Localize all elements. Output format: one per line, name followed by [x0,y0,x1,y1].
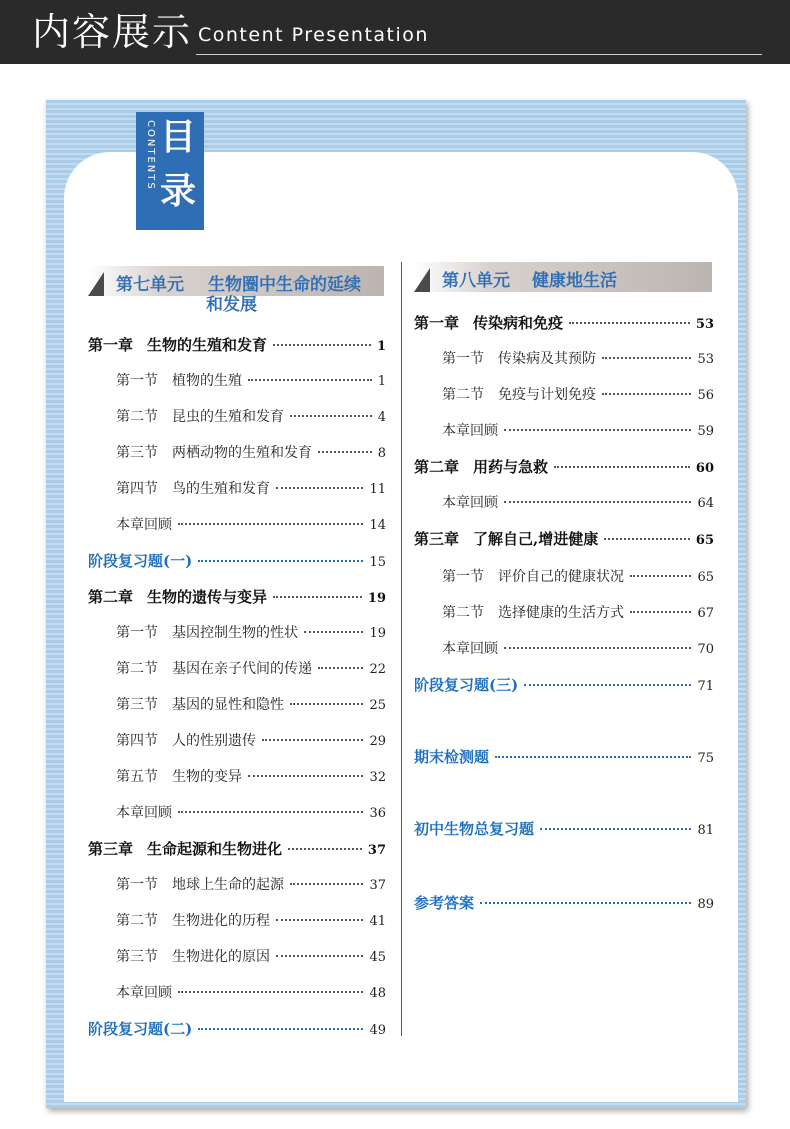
toc-label: 本章回顾 [442,641,498,657]
toc-title: 两栖动物的生殖和发育 [172,445,312,461]
toc-label: 阶段复习题(一) [88,552,193,570]
toc-label: 第四节 [116,733,158,749]
page-number: 53 [697,352,714,367]
dot-leader [504,429,691,431]
toc-title: 生物的变异 [172,769,242,785]
dot-leader [290,883,363,885]
toc-row-sec[interactable] [116,766,386,786]
unit-number: 第八单元 [442,271,510,291]
page-number: 1 [377,374,386,389]
page-number: 53 [695,317,714,332]
dot-leader [178,991,363,993]
page-number: 67 [697,606,714,621]
toc-label: 第二节 [116,661,158,677]
page-number: 29 [369,734,386,749]
dot-leader [290,703,363,705]
toc-label: 期末检测题 [414,748,490,766]
dot-leader [273,596,362,598]
toc-label: 第二章 [88,588,134,606]
toc-title: 了解自己,增进健康 [473,530,599,548]
page-number: 65 [697,570,714,585]
toc-title: 传染病及其预防 [498,351,596,367]
dot-leader [318,667,363,669]
toc-label: 第二节 [116,409,158,425]
dot-leader [276,955,363,957]
dot-leader [569,322,690,324]
page-number: 45 [369,950,386,965]
contents-char-mu: 目 [160,117,197,158]
toc-label: 参考答案 [414,894,475,912]
toc-title: 生物的生殖和发育 [147,336,268,354]
toc-label: 本章回顾 [116,517,172,533]
toc-label: 阶段复习题(三) [414,676,519,694]
page-number: 75 [697,751,714,766]
toc-label: 第一节 [442,351,484,367]
toc-title: 昆虫的生殖和发育 [172,409,284,425]
toc-title: 传染病和免疫 [473,314,564,332]
toc-row-chap[interactable] [88,586,386,606]
toc-title: 基因控制生物的性状 [172,625,298,641]
toc-label: 本章回顾 [442,423,498,439]
page-number: 1 [376,339,386,354]
dot-leader [178,523,363,525]
toc-row-review[interactable] [414,818,714,838]
toc-label: 第四节 [116,481,158,497]
page-number: 14 [369,518,386,533]
toc-title: 免疫与计划免疫 [498,387,596,403]
dot-leader [276,919,363,921]
toc-row-chap[interactable] [88,838,386,858]
toc-row-sec[interactable] [116,874,386,894]
page-number: 19 [369,626,386,641]
page-number: 15 [369,555,386,570]
triangle-icon [88,272,104,296]
toc-row-sec[interactable] [116,946,386,966]
toc-row-sec[interactable] [442,566,714,586]
page-number: 70 [697,642,714,657]
toc-row-sec[interactable] [116,442,386,462]
dot-leader [262,739,363,741]
page-number: 25 [369,698,386,713]
banner-rule [196,54,762,55]
page-number: 41 [369,914,386,929]
toc-label: 第二章 [414,458,460,476]
page-number: 49 [369,1023,386,1038]
triangle-icon [414,268,430,292]
toc-label: 本章回顾 [116,805,172,821]
toc-label: 本章回顾 [116,985,172,1001]
dot-leader [304,631,363,633]
unit-title-line2: 和发展 [206,295,257,315]
toc-label: 第五节 [116,769,158,785]
toc-title: 评价自己的健康状况 [498,569,624,585]
page-number: 48 [369,986,386,1001]
toc-row-sec[interactable] [442,602,714,622]
dot-leader [198,1028,363,1030]
toc-row-sec[interactable] [116,910,386,930]
toc-label: 第二节 [442,387,484,403]
toc-label: 第一节 [116,877,158,893]
toc-label: 第三节 [116,949,158,965]
page-number: 59 [697,424,714,439]
toc-label: 第二节 [442,605,484,621]
toc-title: 鸟的生殖和发育 [172,481,270,497]
toc-row-sec[interactable] [116,478,386,498]
toc-label: 第三节 [116,445,158,461]
unit-header-8 [414,262,712,292]
dot-leader [604,538,690,540]
dot-leader [524,684,691,686]
toc-row-chap[interactable] [88,334,386,354]
dot-leader [273,344,371,346]
dot-leader [540,828,691,830]
unit-title: 生物圈中生命的延续 [208,275,361,295]
toc-title: 生物进化的原因 [172,949,270,965]
toc-row-sec[interactable] [116,982,386,1002]
page-number: 19 [367,591,386,606]
dot-leader [248,775,363,777]
page-number: 37 [369,878,386,893]
toc-label: 第三章 [414,530,460,548]
toc-row-chap[interactable] [414,528,714,548]
toc-title: 基因的显性和隐性 [172,697,284,713]
toc-row-sec[interactable] [442,348,714,368]
toc-label: 初中生物总复习题 [414,820,535,838]
dot-leader [198,560,363,562]
banner-subtitle: Content Presentation [198,24,429,46]
toc-row-sec[interactable] [116,802,386,822]
contents-char-lu: 录 [160,171,197,212]
dot-leader [602,393,691,395]
page-number: 64 [697,496,714,511]
page-number: 37 [367,843,386,858]
page-number: 65 [695,533,714,548]
toc-row-sec[interactable] [442,384,714,404]
toc-label: 阶段复习题(二) [88,1020,193,1038]
unit-number: 第七单元 [116,275,184,295]
toc-title: 地球上生命的起源 [172,877,284,893]
toc-label: 第二节 [116,913,158,929]
contents-tab [136,112,204,230]
toc-row-sec[interactable] [116,730,386,750]
toc-row-sec[interactable] [116,406,386,426]
toc-label: 第一章 [414,314,460,332]
dot-leader [276,487,363,489]
toc-title: 生物的遗传与变异 [147,588,268,606]
header-banner [0,0,790,64]
toc-row-review[interactable] [88,1018,386,1038]
page-number: 60 [695,461,714,476]
page-number: 89 [697,897,714,912]
dot-leader [630,611,691,613]
toc-title: 选择健康的生活方式 [498,605,624,621]
dot-leader [480,902,691,904]
toc-title: 基因在亲子代间的传递 [172,661,312,677]
toc-row-sec[interactable] [116,514,386,534]
toc-label: 第一章 [88,336,134,354]
dot-leader [318,451,372,453]
dot-leader [248,379,372,381]
toc-label: 第一节 [116,373,158,389]
toc-row-sec[interactable] [116,694,386,714]
toc-label: 第三节 [116,697,158,713]
toc-title: 人的性别遗传 [172,733,256,749]
page-number: 71 [697,679,714,694]
toc-title: 用药与急救 [473,458,549,476]
toc-label: 本章回顾 [442,495,498,511]
toc-label: 第一节 [116,625,158,641]
toc-row-review[interactable] [414,746,714,766]
toc-row-chap[interactable] [414,456,714,476]
page-number: 8 [377,446,386,461]
banner-title: 内容展示 [32,10,193,54]
dot-leader [504,501,691,503]
dot-leader [288,848,362,850]
dot-leader [602,357,691,359]
toc-row-chap[interactable] [414,312,714,332]
dot-leader [554,466,690,468]
page-number: 56 [697,388,714,403]
toc-row-sec[interactable] [116,370,386,390]
toc-title: 生物进化的历程 [172,913,270,929]
toc-row-sec[interactable] [442,492,714,512]
toc-title: 生命起源和生物进化 [147,840,283,858]
toc-row-sec[interactable] [442,638,714,658]
toc-row-sec[interactable] [442,420,714,440]
page-number: 32 [369,770,386,785]
page-number: 11 [369,482,386,497]
page-number: 36 [369,806,386,821]
dot-leader [504,647,691,649]
toc-row-review[interactable] [414,892,714,912]
dot-leader [290,415,372,417]
column-divider [401,262,402,1036]
toc-row-sec[interactable] [116,658,386,678]
dot-leader [630,575,691,577]
toc-label: 第三章 [88,840,134,858]
page-number: 4 [377,410,386,425]
unit-title: 健康地生活 [532,271,617,291]
page-number: 22 [369,662,386,677]
toc-row-review[interactable] [88,550,386,570]
toc-row-review[interactable] [414,674,714,694]
page-number: 81 [697,823,714,838]
dot-leader [495,756,691,758]
toc-title: 植物的生殖 [172,373,242,389]
contents-en-label: CONTENTS [145,120,156,191]
toc-row-sec[interactable] [116,622,386,642]
toc-label: 第一节 [442,569,484,585]
dot-leader [178,811,363,813]
